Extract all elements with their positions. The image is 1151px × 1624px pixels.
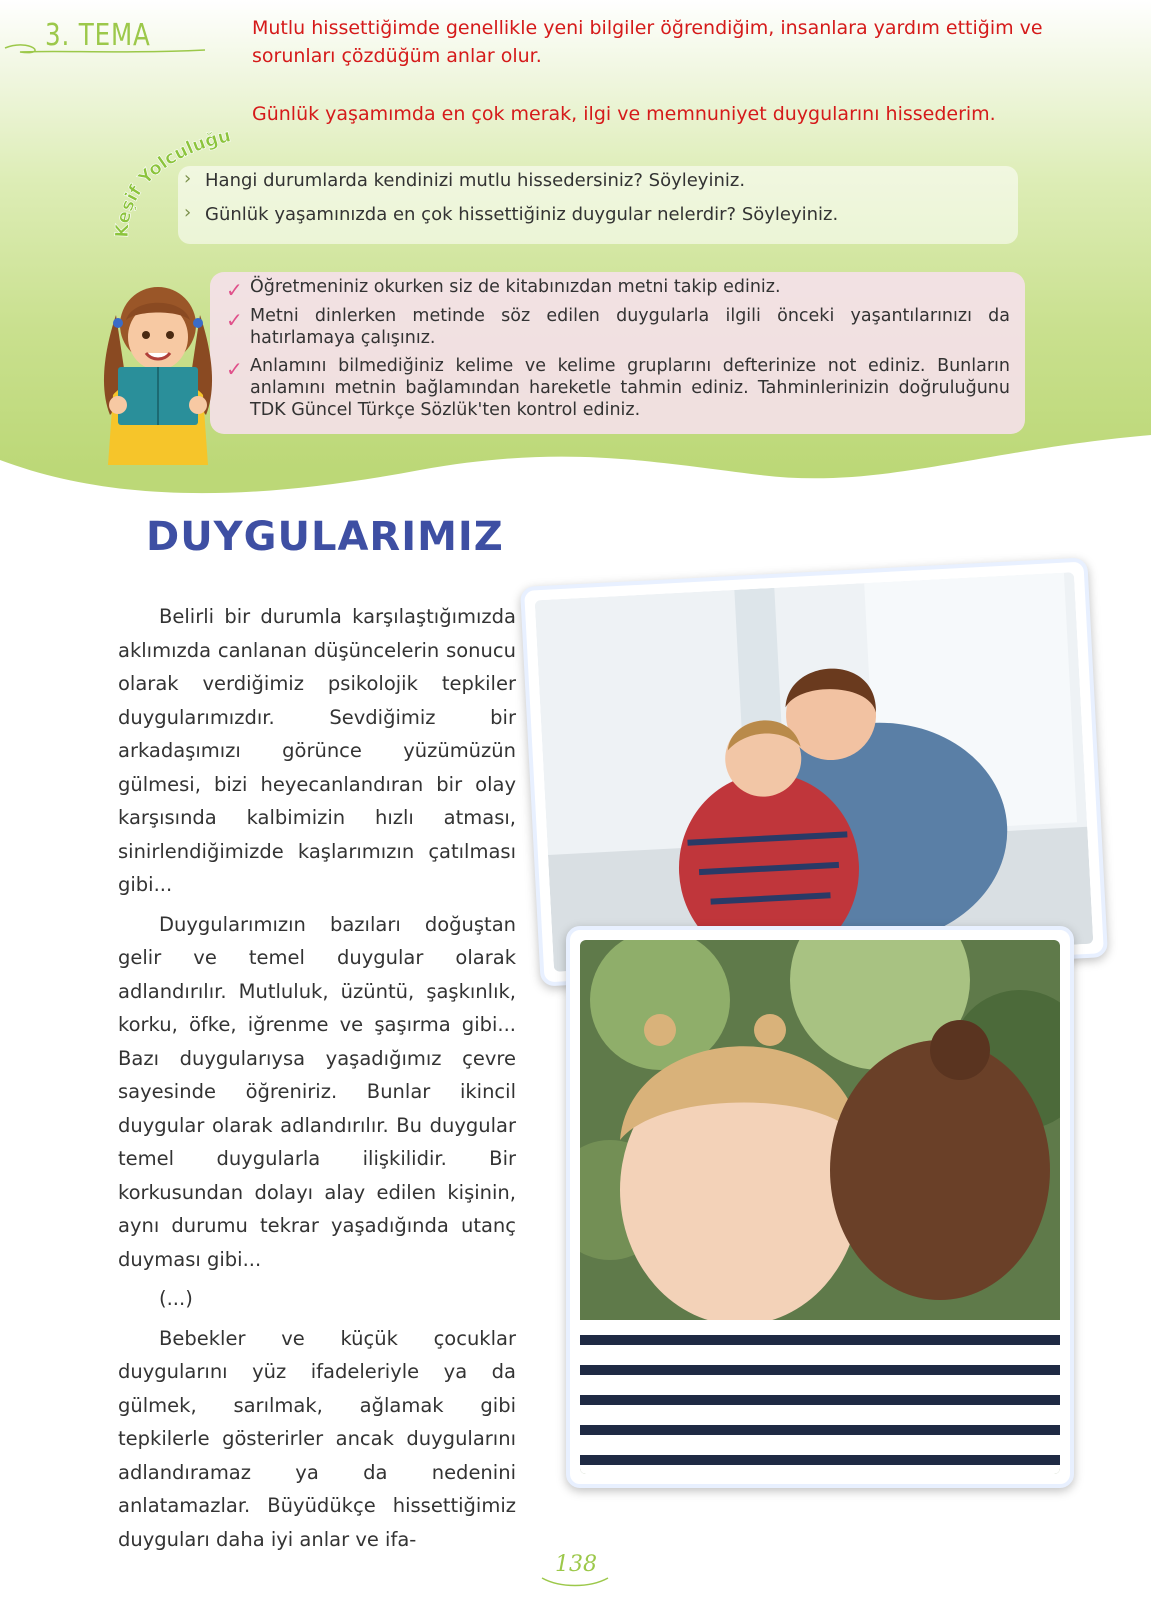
girls-photo-image: [580, 940, 1060, 1474]
article-paragraph: Belirli bir durumla karşılaştığımızda aklımızda canlanan düşüncelerin sonucu olarak verdiğimiz psikolojik tepkiler duygularımızdır. Sevdiğimiz bir arkadaşımızı görünce yüzümüzün gülmesi, bizi heyecanlandıran bir olay karşısında kalbimizin hızlı atması, sinirlendiğimizde kaşlarımızın çatılması gibi...: [118, 605, 516, 896]
article-paragraph: (...): [159, 1287, 193, 1310]
instruction-item: Öğretmeniniz okurken siz de kitabınızdan metni takip ediniz.: [250, 277, 781, 297]
reading-girl-illustration: [88, 275, 228, 465]
intro-sentence-2: Günlük yaşamımda en çok merak, ilgi ve memnuniyet duygularını hissederim.: [252, 103, 996, 125]
photo-girls-comforting: [566, 926, 1074, 1488]
question-item: Günlük yaşamınızda en çok hissettiğiniz duygular nelerdir? Söyleyiniz.: [205, 204, 839, 225]
intro-sentence-1: Mutlu hissettiğimde genellikle yeni bilgiler öğrendiğim, insanlara yardım ettiğim ve sorunları çözdüğüm anlar olur.: [252, 17, 1043, 67]
check-icon: ✓: [226, 308, 243, 332]
article-paragraph: Duygularımızın bazıları doğuştan gelir ve temel duygular olarak adlandırılır. Mutluluk, üzüntü, şaşkınlık, korku, öfke, iğrenme ve şaşırma gibi... Bazı duygularıysa yaşadığımız çevre sayesinde öğreniriz. Bunlar ikincil duygular olarak adlandırılır. Bu duygular temel duygularla ilişkilidir. Bir korkusundan dolayı alay edilen kişinin, aynı durumu tekrar yaşadığında utanç duyması gibi...: [118, 912, 516, 1271]
theme-swoosh-decoration: [0, 34, 210, 64]
page-number: 138: [555, 1552, 597, 1577]
question-item: Hangi durumlarda kendinizi mutlu hissedersiniz? Söyleyiniz.: [205, 170, 746, 191]
check-icon: ✓: [226, 357, 243, 381]
check-icon: ✓: [226, 278, 243, 302]
chevron-right-icon: ›: [184, 202, 192, 223]
page-number-swoosh: [540, 1570, 610, 1590]
article-paragraph: Bebekler ve küçük çocuklar duygularını yüz ifadeleriyle ya da gülmek, sarılmak, ağlamak gibi tepkilerle gösterirler ancak duygularını adlandıramaz ya da nedenini anlatamazlar. Büyüdükçe hissettiğimiz duyguları daha iyi anlar ve ifa-: [118, 1326, 516, 1551]
article-body: [118, 600, 516, 1562]
chevron-right-icon: ›: [184, 168, 192, 189]
article-title: DUYGULARIMIZ: [146, 514, 504, 560]
instruction-item: Anlamını bilmediğiniz kelime ve kelime gruplarını defterinize not ediniz. Bunların anlamını metnin bağlamından hareketle tahmin ediniz. Tahminlerinizin doğruluğunu TDK Güncel Türkçe Sözlük'ten kontrol ediniz.: [250, 356, 1010, 420]
photo-mother-son-hug: [520, 557, 1108, 986]
theme-label: 3. TEMA: [45, 18, 151, 53]
instruction-item: Metni dinlerken metinde söz edilen duygularla ilgili önceki yaşantılarınızı da hatırlamaya çalışınız.: [250, 306, 1010, 348]
hug-photo-image: [535, 572, 1094, 972]
kesif-label-text: Keşif Yolculuğu: [111, 125, 233, 239]
